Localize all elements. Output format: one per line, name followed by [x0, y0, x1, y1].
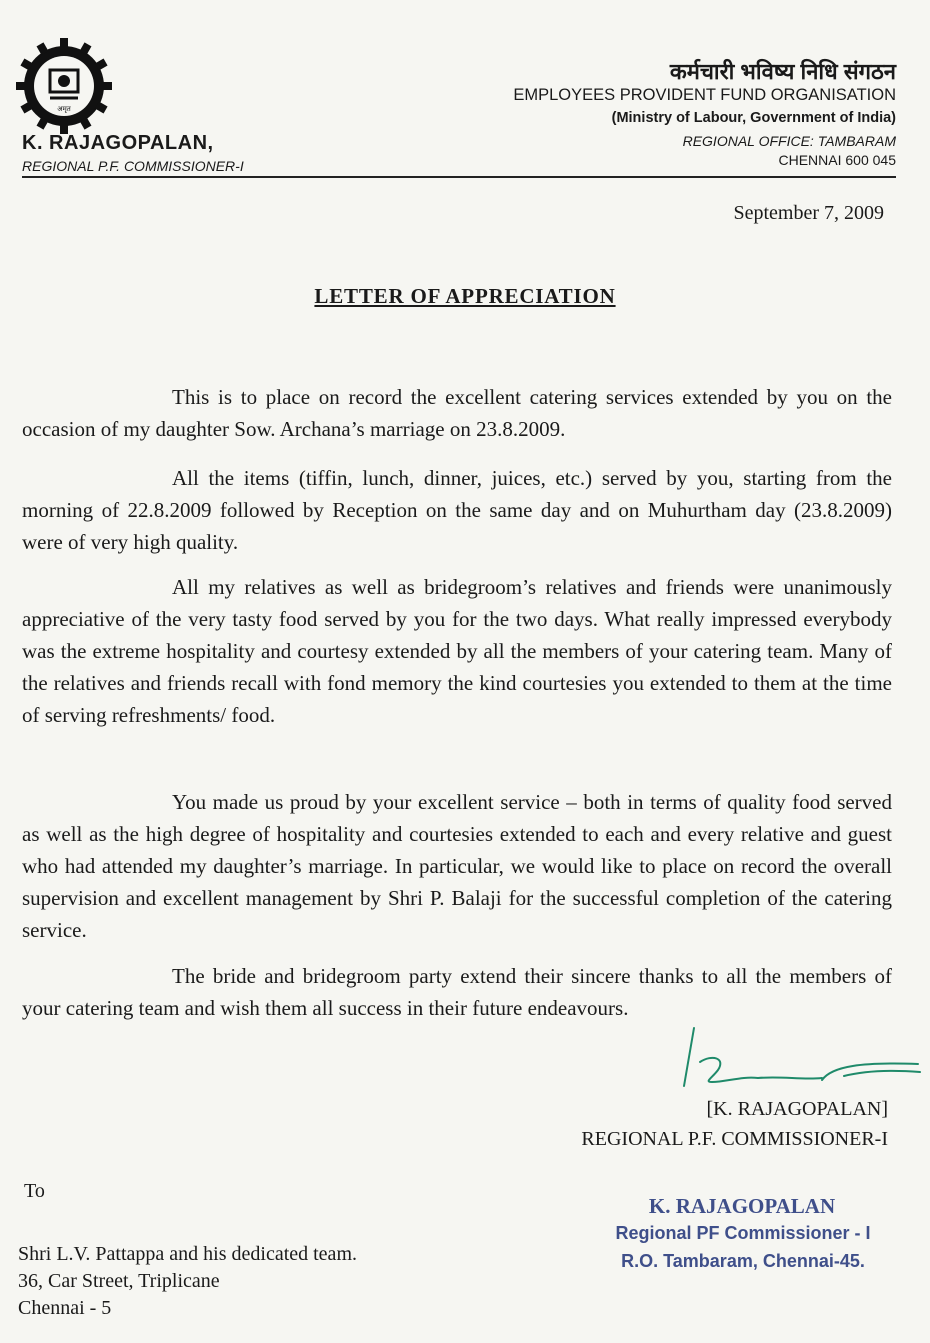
recipient-line: Chennai - 5 — [18, 1297, 112, 1319]
recipient-line: 36, Car Street, Triplicane — [18, 1270, 220, 1292]
sender-title: REGIONAL P.F. COMMISSIONER-I — [22, 158, 244, 174]
body-paragraph: This is to place on record the excellent catering services extended by you on the occasion of my daughter Sow. Archana’s marriage on 23.8.2009. — [22, 385, 892, 441]
ministry-line: (Ministry of Labour, Government of India) — [611, 110, 896, 126]
stamp-title: Regional PF Commissioner - I — [615, 1223, 871, 1243]
letter-date: September 7, 2009 — [733, 202, 884, 224]
handwritten-signature — [672, 1024, 922, 1100]
to-label: To — [24, 1180, 45, 1202]
stamp-name: K. RAJAGOPALAN — [648, 1194, 836, 1218]
body-paragraph: You made us proud by your excellent service – both in terms of quality food served as well as the high degree of hospitality and courtesies extended to each and every relative and guest who had attended my daughter’s marriage. In particular, we would like to place on record the overall supervision and excellent management by Shri P. Balaji for the successful completion of the catering service. — [22, 790, 892, 942]
org-name-english: EMPLOYEES PROVIDENT FUND ORGANISATION — [513, 86, 896, 104]
regional-office-line: REGIONAL OFFICE: TAMBARAM — [682, 133, 896, 149]
body-paragraph: The bride and bridegroom party extend their sincere thanks to all the members of your catering team and wish them all success in their future endeavours. — [22, 964, 892, 1020]
logo-motto-text: अमृत — [57, 105, 71, 113]
stamp-office: R.O. Tambaram, Chennai-45. — [621, 1251, 865, 1271]
recipient-line: Shri L.V. Pattappa and his dedicated team. — [18, 1243, 357, 1265]
epfo-logo-emblem — [14, 36, 114, 136]
body-paragraph: All my relatives as well as bridegroom’s relatives and friends were unanimously appreciative of the very tasty food served by you for the two days. What really impressed everybody was the extreme hospitality and courtesy extended by all the members of your catering team. Many of the relatives and friends recall with fond memory the kind courtesies you extended to them at the time of serving refreshments/ food. — [22, 575, 892, 727]
office-city-line: CHENNAI 600 045 — [778, 152, 896, 168]
org-name-hindi: कर्मचारी भविष्य निधि संगठन — [669, 59, 896, 84]
signatory-title: REGIONAL P.F. COMMISSIONER-I — [581, 1128, 888, 1150]
signatory-name: [K. RAJAGOPALAN] — [706, 1098, 888, 1120]
letterhead-divider — [22, 176, 896, 178]
recipient-address — [18, 1241, 357, 1322]
sender-name: K. RAJAGOPALAN, — [22, 132, 214, 154]
letter-subject: LETTER OF APPRECIATION — [314, 284, 616, 308]
body-paragraph: All the items (tiffin, lunch, dinner, juices, etc.) served by you, starting from the morning of 22.8.2009 followed by Reception on the same day and on Muhurtham day (23.8.2009) were of very high quality. — [22, 466, 892, 554]
